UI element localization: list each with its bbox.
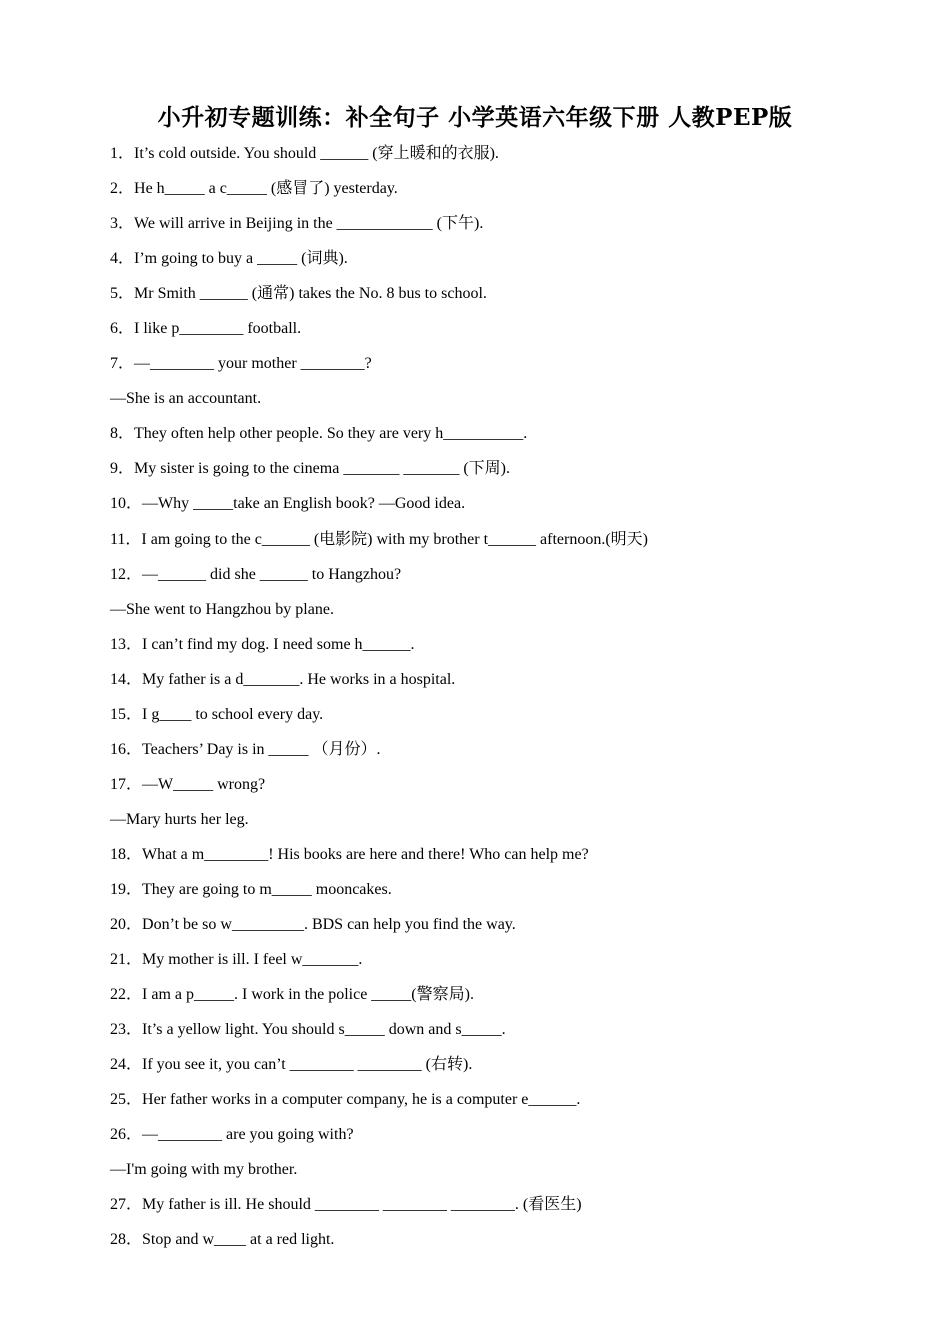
exercise-item (110, 664, 910, 699)
exercise-item (110, 1119, 910, 1154)
item-text: I am a p_____. I work in the police _____(警察局). (142, 986, 474, 1004)
item-text: My sister is going to the cinema _______ _______ (下周). (134, 460, 510, 478)
item-text: Teachers’ Day is in _____ （月份）. (142, 740, 381, 758)
item-text: It’s a yellow light. You should s_____ down and s_____. (142, 1021, 506, 1039)
exercise-item (110, 1049, 910, 1084)
item-number: 15． (110, 705, 143, 723)
exercise-item (110, 1084, 910, 1119)
item-text: My mother is ill. I feel w_______. (142, 951, 363, 969)
exercise-item (110, 734, 910, 769)
item-number: 2． (110, 180, 135, 198)
dialogue-answer (110, 1154, 910, 1189)
exercise-item (110, 944, 910, 979)
item-number: 7． (110, 355, 135, 373)
item-text: —Why _____take an English book? —Good idea. (142, 495, 466, 513)
exercise-item (110, 348, 910, 383)
exercise-item (110, 874, 910, 909)
item-text: Mr Smith ______ (通常) takes the No. 8 bus to school. (134, 285, 487, 303)
item-number: 18． (110, 845, 143, 863)
dialogue-answer (110, 804, 910, 839)
item-number: 5． (110, 285, 135, 303)
item-text: Don’t be so w_________. BDS can help you find the way. (142, 916, 516, 934)
exercise-item (110, 488, 910, 523)
exercise-item (110, 278, 910, 313)
item-number: 11． (110, 530, 142, 548)
item-text: They often help other people. So they are very h__________. (134, 425, 528, 443)
exercise-item (110, 313, 910, 348)
dialogue-answer (110, 383, 910, 418)
item-text: I am going to the c______ (电影院) with my brother t______ afternoon.(明天) (141, 530, 648, 548)
exercise-item (110, 453, 910, 488)
item-number: 13． (110, 635, 143, 653)
item-number: 25． (110, 1091, 143, 1109)
exercise-item (110, 909, 910, 944)
item-text: —________ are you going with? (142, 1126, 354, 1144)
exercise-list (110, 138, 910, 1260)
item-text: We will arrive in Beijing in the ____________ (下午). (134, 215, 484, 233)
item-text: If you see it, you can’t ________ ________ (右转). (142, 1056, 473, 1074)
item-text: Her father works in a computer company, he is a computer e______. (142, 1091, 581, 1109)
item-text: —Mary hurts her leg. (110, 810, 249, 828)
item-text: —W_____ wrong? (142, 775, 266, 793)
exercise-item (110, 979, 910, 1014)
exercise-item (110, 1224, 910, 1259)
item-text: —______ did she ______ to Hangzhou? (142, 565, 402, 583)
item-text: —She is an accountant. (110, 390, 262, 408)
item-number: 14． (110, 670, 143, 688)
item-number: 16． (110, 740, 143, 758)
item-text: —I'm going with my brother. (110, 1161, 298, 1179)
item-number: 23． (110, 1021, 143, 1039)
item-number: 28． (110, 1231, 143, 1249)
exercise-item (110, 1014, 910, 1049)
exercise-item (110, 138, 910, 173)
item-text: It’s cold outside. You should ______ (穿上暖和的衣服). (134, 145, 499, 162)
exercise-item (110, 418, 910, 453)
exercise-item (110, 769, 910, 804)
item-text: I like p________ football. (134, 320, 302, 338)
item-text: I can’t find my dog. I need some h______. (142, 635, 415, 653)
item-number: 8． (110, 425, 135, 443)
item-number: 3． (110, 215, 135, 233)
exercise-item (110, 208, 910, 243)
item-text: What a m________! His books are here and there! Who can help me? (142, 845, 589, 863)
page-title: 小升初专题训练：补全句子 小学英语六年级下册 人教PEP版 (157, 104, 793, 131)
item-text: I g____ to school every day. (142, 705, 324, 723)
item-number: 24． (110, 1056, 143, 1074)
item-number: 26． (110, 1126, 143, 1144)
item-number: 12． (110, 565, 143, 583)
item-text: I’m going to buy a _____ (词典). (134, 250, 348, 268)
item-text: My father is ill. He should ________ ________ ________. (看医生) (142, 1196, 582, 1214)
item-text: They are going to m_____ mooncakes. (142, 880, 392, 898)
exercise-item (110, 839, 910, 874)
exercise-item (110, 243, 910, 278)
item-number: 19． (110, 880, 143, 898)
item-number: 20． (110, 916, 143, 934)
dialogue-answer (110, 594, 910, 629)
item-number: 22． (110, 986, 143, 1004)
item-text: My father is a d_______. He works in a hospital. (142, 670, 456, 688)
item-number: 17． (110, 775, 143, 793)
exercise-item (110, 559, 910, 594)
item-number: 27． (110, 1196, 143, 1214)
item-text: Stop and w____ at a red light. (142, 1231, 335, 1249)
item-number: 9． (110, 460, 135, 478)
exercise-item (110, 524, 910, 559)
item-number: 6． (110, 320, 135, 338)
item-text: —________ your mother ________? (134, 355, 372, 373)
item-number: 21． (110, 951, 143, 969)
exercise-item (110, 629, 910, 664)
item-number: 4． (110, 250, 135, 268)
exercise-item (110, 1189, 910, 1224)
exercise-item (110, 699, 910, 734)
item-number: 1． (110, 145, 135, 162)
item-number: 10． (110, 495, 143, 513)
exercise-item (110, 173, 910, 208)
item-text: —She went to Hangzhou by plane. (110, 600, 334, 618)
item-text: He h_____ a c_____ (感冒了) yesterday. (134, 180, 398, 198)
